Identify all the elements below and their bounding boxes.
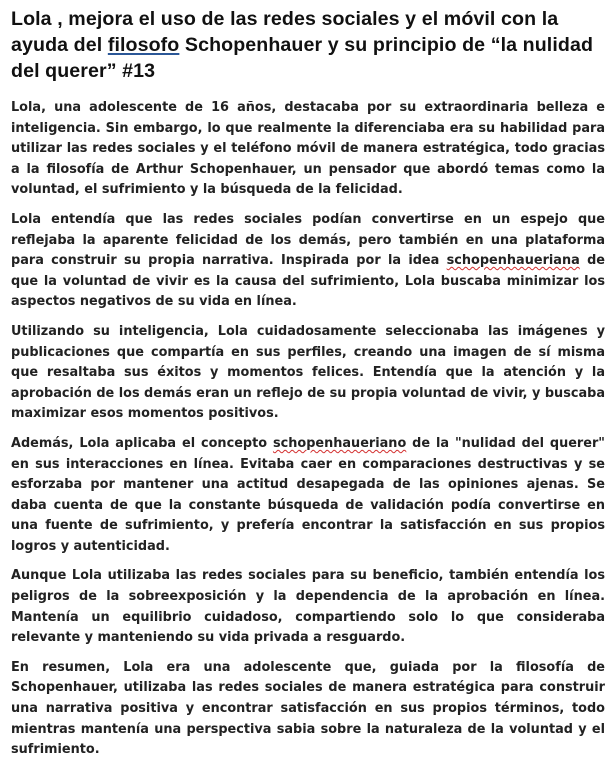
paragraph-3-text: Utilizando su inteligencia, Lola cuidadosamente seleccionaba las imágenes y publicaciones que compartía en sus perfiles, creando una imagen de sí misma que resaltaba sus éxitos y momentos felices. Entendía que la atención y la aprobación de los demás eran un reflejo de su propia voluntad de vivir, y buscaba maximizar esos momentos positivos. xyxy=(11,323,605,422)
paragraph-6 xyxy=(11,658,605,761)
paragraph-4-text-a: Además, Lola aplicaba el concepto xyxy=(11,435,273,451)
paragraph-4-text-b: de la "nulidad del querer" en sus interacciones en línea. Evitaba caer en comparaciones destructivas y se esforzaba por mantener una actitud desapegada de las opiniones ajenas. Se daba cuenta de que la constante búsqueda de validación podía convertirse en una fuente de sufrimiento, y prefería encontrar la satisfacción en sus propios logros y autenticidad. xyxy=(11,435,605,554)
paragraph-6-text: En resumen, Lola era una adolescente que, guiada por la filosofía de Schopenhauer, utilizaba las redes sociales de manera estratégica para construir una narrativa positiva y encontrar satisfacción en sus propios términos, todo mientras mantenía una perspectiva sabia sobre la naturaleza de la voluntad y el sufrimiento. xyxy=(11,659,605,758)
paragraph-5-text: Aunque Lola utilizaba las redes sociales para su beneficio, también entendía los peligros de la sobreexposición y la dependencia de la aprobación en línea. Mantenía un equilibrio cuidadoso, compartiendo solo lo que consideraba relevante y manteniendo su vida privada a resguardo. xyxy=(11,568,605,646)
spellcheck-word-schopenhaueriana[interactable]: schopenhaueriana xyxy=(446,253,580,269)
paragraph-2 xyxy=(11,210,605,313)
paragraph-3 xyxy=(11,322,605,425)
title-text-part-2: Schopenhauer y su principio de “la nulidad del querer” #13 xyxy=(11,34,594,82)
document xyxy=(11,6,605,770)
document-title xyxy=(11,6,605,84)
title-text-part-1: Lola , mejora el uso de las redes sociales y el móvil con la ayuda del xyxy=(11,8,559,56)
spellcheck-word-schopenhaueriano[interactable]: schopenhaueriano xyxy=(272,435,407,451)
paragraph-2-text-b: de que la voluntad de vivir es la causa del sufrimiento, Lola buscaba minimizar los aspectos negativos de su vida en línea. xyxy=(11,253,605,310)
paragraph-5 xyxy=(11,566,605,648)
paragraph-1 xyxy=(11,98,605,201)
paragraph-2-text-a: Lola entendía que las redes sociales podían convertirse en un espejo que reflejaba la aparente felicidad de los demás, pero también en una plataforma para construir su propia narrativa. Inspirada por la idea xyxy=(11,211,605,269)
paragraph-1-text: Lola, una adolescente de 16 años, destacaba por su extraordinaria belleza e inteligencia. Sin embargo, lo que realmente la diferenciaba era su habilidad para utilizar las redes sociales y el teléfono móvil de manera estratégica, todo gracias a la filosofía de Arthur Schopenhauer, un pensador que abordó temas como la voluntad, el sufrimiento y la búsqueda de la felicidad. xyxy=(11,100,605,198)
title-link-filosofo[interactable]: filosofo xyxy=(107,34,180,56)
paragraph-4 xyxy=(11,434,605,558)
